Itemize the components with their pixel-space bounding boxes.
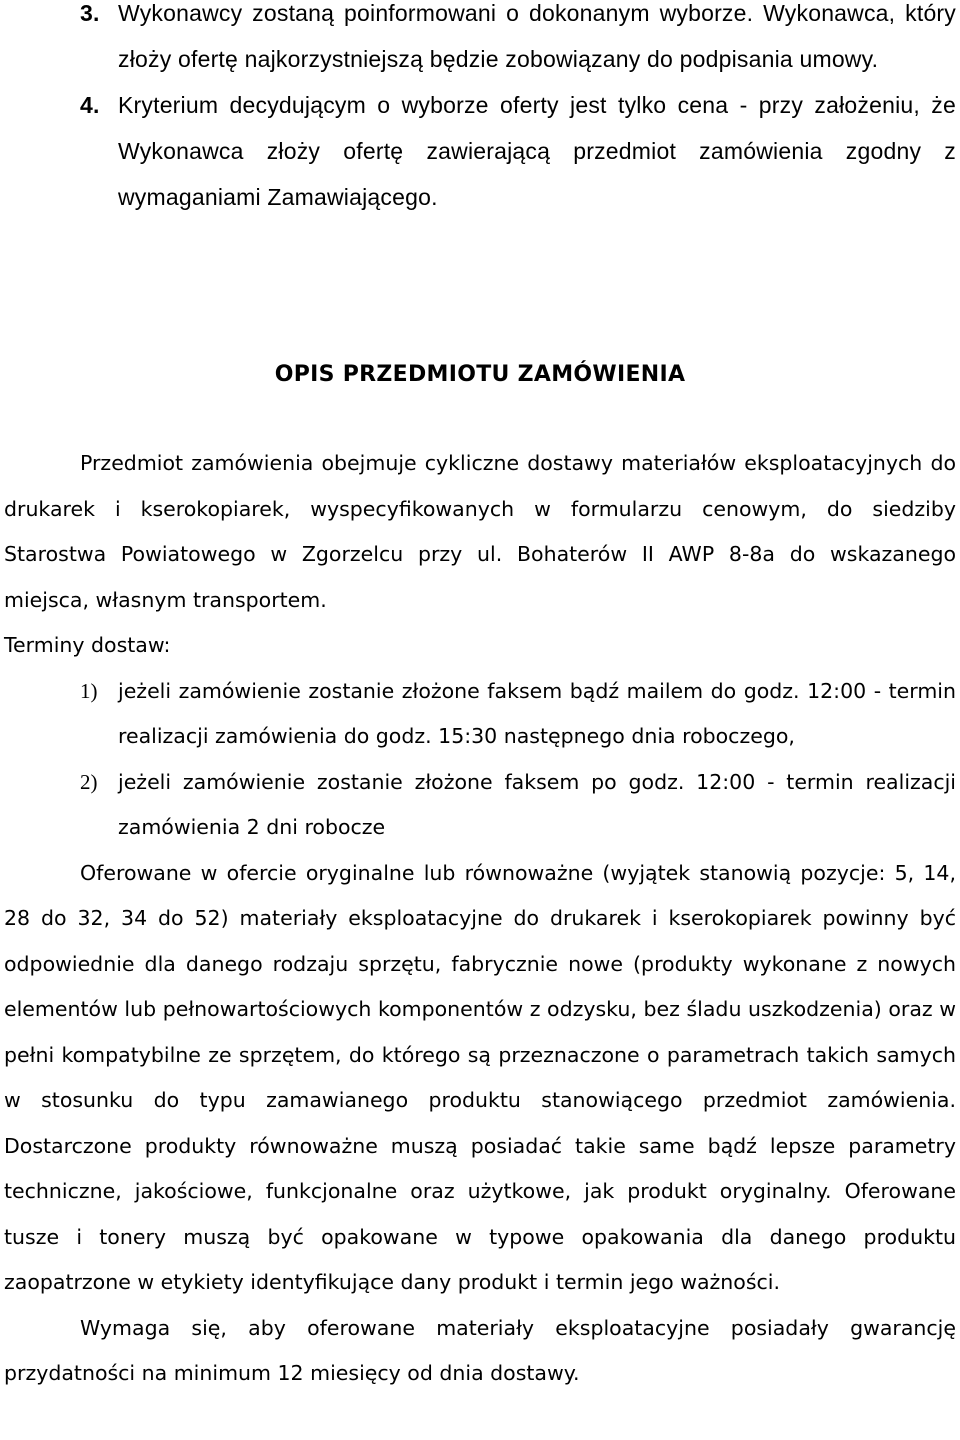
list-marker: 1) [80, 678, 98, 703]
numbered-conditions-list [0, 0, 960, 220]
warranty-paragraph: Wymaga się, aby oferowane materiały eksploatacyjne posiadały gwarancję przydatności na minimum 12 miesięcy od dnia dostawy. [4, 1315, 956, 1385]
condition-number: 4. [80, 92, 100, 118]
delivery-terms-list [4, 669, 956, 851]
delivery-term-item [4, 760, 956, 851]
intro-paragraph: Przedmiot zamówienia obejmuje cykliczne dostawy materiałów eksploatacyjnych do drukarek i kserokopiarek, wyspecyfikowanych w formularzu cenowym, do siedziby Starostwa Powiatowego w Zgorzelcu przy ul. Bohaterów II AWP 8-8a do wskazanego miejsca, własnym transportem. [4, 451, 956, 612]
delivery-term-text: jeżeli zamówienie zostanie złożone faksem bądź mailem do godz. 12:00 - termin realizacji zamówienia do godz. 15:30 następnego dnia roboczego, [118, 678, 956, 748]
condition-item-4 [0, 82, 960, 220]
section-body [4, 441, 956, 1397]
condition-text: Wykonawcy zostaną poinformowani o dokonanym wyborze. Wykonawca, który złoży ofertę najkorzystniejszą będzie zobowiązany do podpisania umowy. [118, 0, 956, 72]
delivery-terms-label: Terminy dostaw: [4, 633, 171, 657]
condition-item-3 [0, 0, 960, 82]
condition-number: 3. [80, 0, 100, 26]
delivery-term-text: jeżeli zamówienie zostanie złożone faksem po godz. 12:00 - termin realizacji zamówienia 2 dni robocze [118, 769, 956, 839]
offer-requirements-paragraph: Oferowane w ofercie oryginalne lub równoważne (wyjątek stanowią pozycje: 5, 14, 28 do 32, 34 do 52) materiały eksploatacyjne do drukarek i kserokopiarek powinny być odpowiednie dla danego rodzaju sprzętu, fabrycznie nowe (produkty wykonane z nowych elementów lub pełnowartościowych komponentów z odzysku, bez śladu uszkodzenia) oraz w pełni kompatybilne ze sprzętem, do którego są przeznaczone o parametrach takich samych w stosunku do typu zamawianego produktu stanowiącego przedmiot zamówienia. Dostarczone produkty równoważne muszą posiadać takie same bądź lepsze parametry techniczne, jakościowe, funkcjonalne oraz użytkowe, jak produkt oryginalny. Oferowane tusze i tonery muszą być opakowane w typowe opakowania dla danego produktu zaopatrzone w etykiety identyfikujące dany produkt i termin jego ważności. [4, 860, 956, 1294]
list-marker: 2) [80, 769, 98, 794]
section-title: OPIS PRZEDMIOTU ZAMÓWIENIA [274, 362, 686, 387]
condition-text: Kryterium decydującym o wyborze oferty jest tylko cena - przy założeniu, że Wykonawca złoży ofertę zawierającą przedmiot zamówienia zgodny z wymaganiami Zamawiającego. [118, 92, 956, 210]
delivery-term-item [4, 669, 956, 760]
